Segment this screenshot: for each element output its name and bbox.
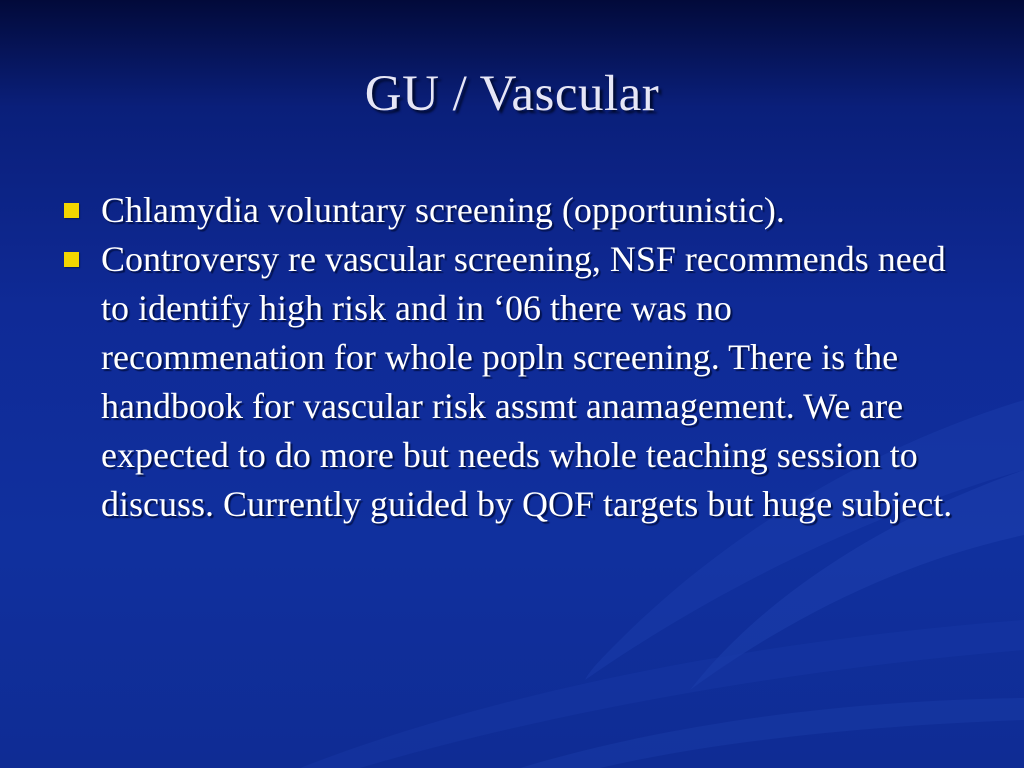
square-bullet-icon bbox=[64, 252, 79, 267]
slide-title: GU / Vascular bbox=[364, 66, 660, 122]
square-bullet-icon bbox=[64, 203, 79, 218]
bullet-text: Chlamydia voluntary screening (opportunistic). bbox=[101, 190, 785, 230]
bullet-item bbox=[60, 235, 961, 529]
bullet-item bbox=[60, 186, 961, 235]
bullet-text: Controversy re vascular screening, NSF recommends need to identify high risk and in ‘06 there was no recommenation for whole popln screening. There is the handbook for vascular risk assmt anamagement. We are expected to do more but needs whole teaching session to discuss. Currently guided by QOF targets but huge subject. bbox=[101, 239, 953, 524]
bullet-list bbox=[60, 186, 960, 529]
